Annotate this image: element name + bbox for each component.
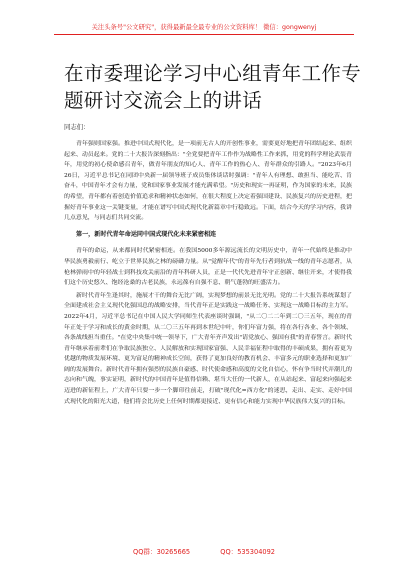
document-body — [64, 139, 352, 409]
intro-paragraph: 青年强则国家强。推进中国式现代化，是一项前无古人的开创性事业，需要更好地把青年团结起来、组织起来、动员起来。党的二十大报告深刻指出："全党要把青年工作作为战略性工作来抓，用党的科学理论武装青年，用党的初心使命感召青年，做青年朋友的知心人、青年工作的热心人、青年群众的引路人。"2023年6月26日，习近平总书记在同团中央新一届领导班子成员集体谈话时强调："青年人有理想、敢担当、能吃苦、肯奋斗，中国青年才会有力量，党和国家事业发展才能充满希望。"历史和现实一再证明，作为国家的未来，民族的希望，青年都有着创造价值追求和精神状态如何，在很大程度上决定着强国建设、民族复兴的历史进程，把握好青年事业这一关键变量，才能在谱写中国式现代化新篇章中行稳致远。下面，结合今天的学习内容，我讲几点意见，与同志们共同交流。 — [64, 140, 352, 222]
promo-banner: 关注头条号"公文研究"，获得最新最全最专业的公文资料库！ 微信：gongwenyj — [91, 24, 317, 31]
qq-group-text: QQ群：30265665 — [133, 548, 191, 556]
body-paragraph: 青年的命运，从来都同时代紧密相连。在我国5000多年源远流长的文明历史中，青年一代始终是推动中华民族勇毅前行、屹立于世界民族之林的磅礴力量。从"觉醒年代"的青年先行者到抗战一线的青年志愿者，从枪林弹雨中的年轻战士到科技攻关前沿的青年科研人员，正是一代代先进青年守正创新、继往开来，才使得我们这个历史悠久、饱经沧桑的古老民族，永远葆有自强不息、朝气蓬勃的旺盛活力。 — [64, 247, 352, 287]
header-divider — [54, 34, 354, 35]
contact-footer — [0, 546, 408, 556]
document-title: 在市委理论学习中心组青年工作专题研讨交流会上的讲话 — [64, 62, 362, 112]
section-heading: 第一，新时代青年命运同中国式现代化未来紧密相连 — [76, 230, 217, 238]
salutation: 同志们： — [64, 123, 90, 131]
qq-text: QQ：535304092 — [220, 548, 275, 556]
body-paragraph: 新时代青年生逢其时，施展才干的舞台无比广阔，实现梦想的前景无比光明。党的二十大报告系统谋划了全面建成社会主义现代化强国总的战略安排，当代青年正是实践这一战略任务、实现这一战略目标的主力军。2022年4月，习近平总书记在中国人民大学同师生代表座谈时强调，"从二〇二二年到二〇三五年，现在的青年正处于学习和成长的黄金时期，从二〇三五年再到本世纪中叶，你们年富力强，将在各行各业、各个领域、各条战线担当重任。"在党中央集中统一领导下，广大青年齐声发出"请党放心、强国有我"的青春誓言。新时代青年继承着前辈们在争取民族独立、人民解放和实现国家富强、人民幸福征程中取得的丰硕成果，拥有着更为优越的物质发展环境、更为富足的精神成长空间，获得了更加良好的教育机会、丰富多元的职业选择和更加广阔的发展舞台。新时代青年拥有强烈的民族自豪感、时代使命感和高度的文化自信心，怀有争当时代弄潮儿的志向和气魄，事实证明，新时代的中国青年是值得信赖、堪当大任的一代新人，在从站起来、富起来向强起来迈进的新征程上，广大青年只要一步一个脚印往前走，打破"现代化=西方化"的迷思，走出、走实、走好中国式现代化的阳光大道，他们将会比历史上任何时期都更接近、更有信心和能力实现中华民族伟大复兴的目标。 — [64, 291, 352, 405]
